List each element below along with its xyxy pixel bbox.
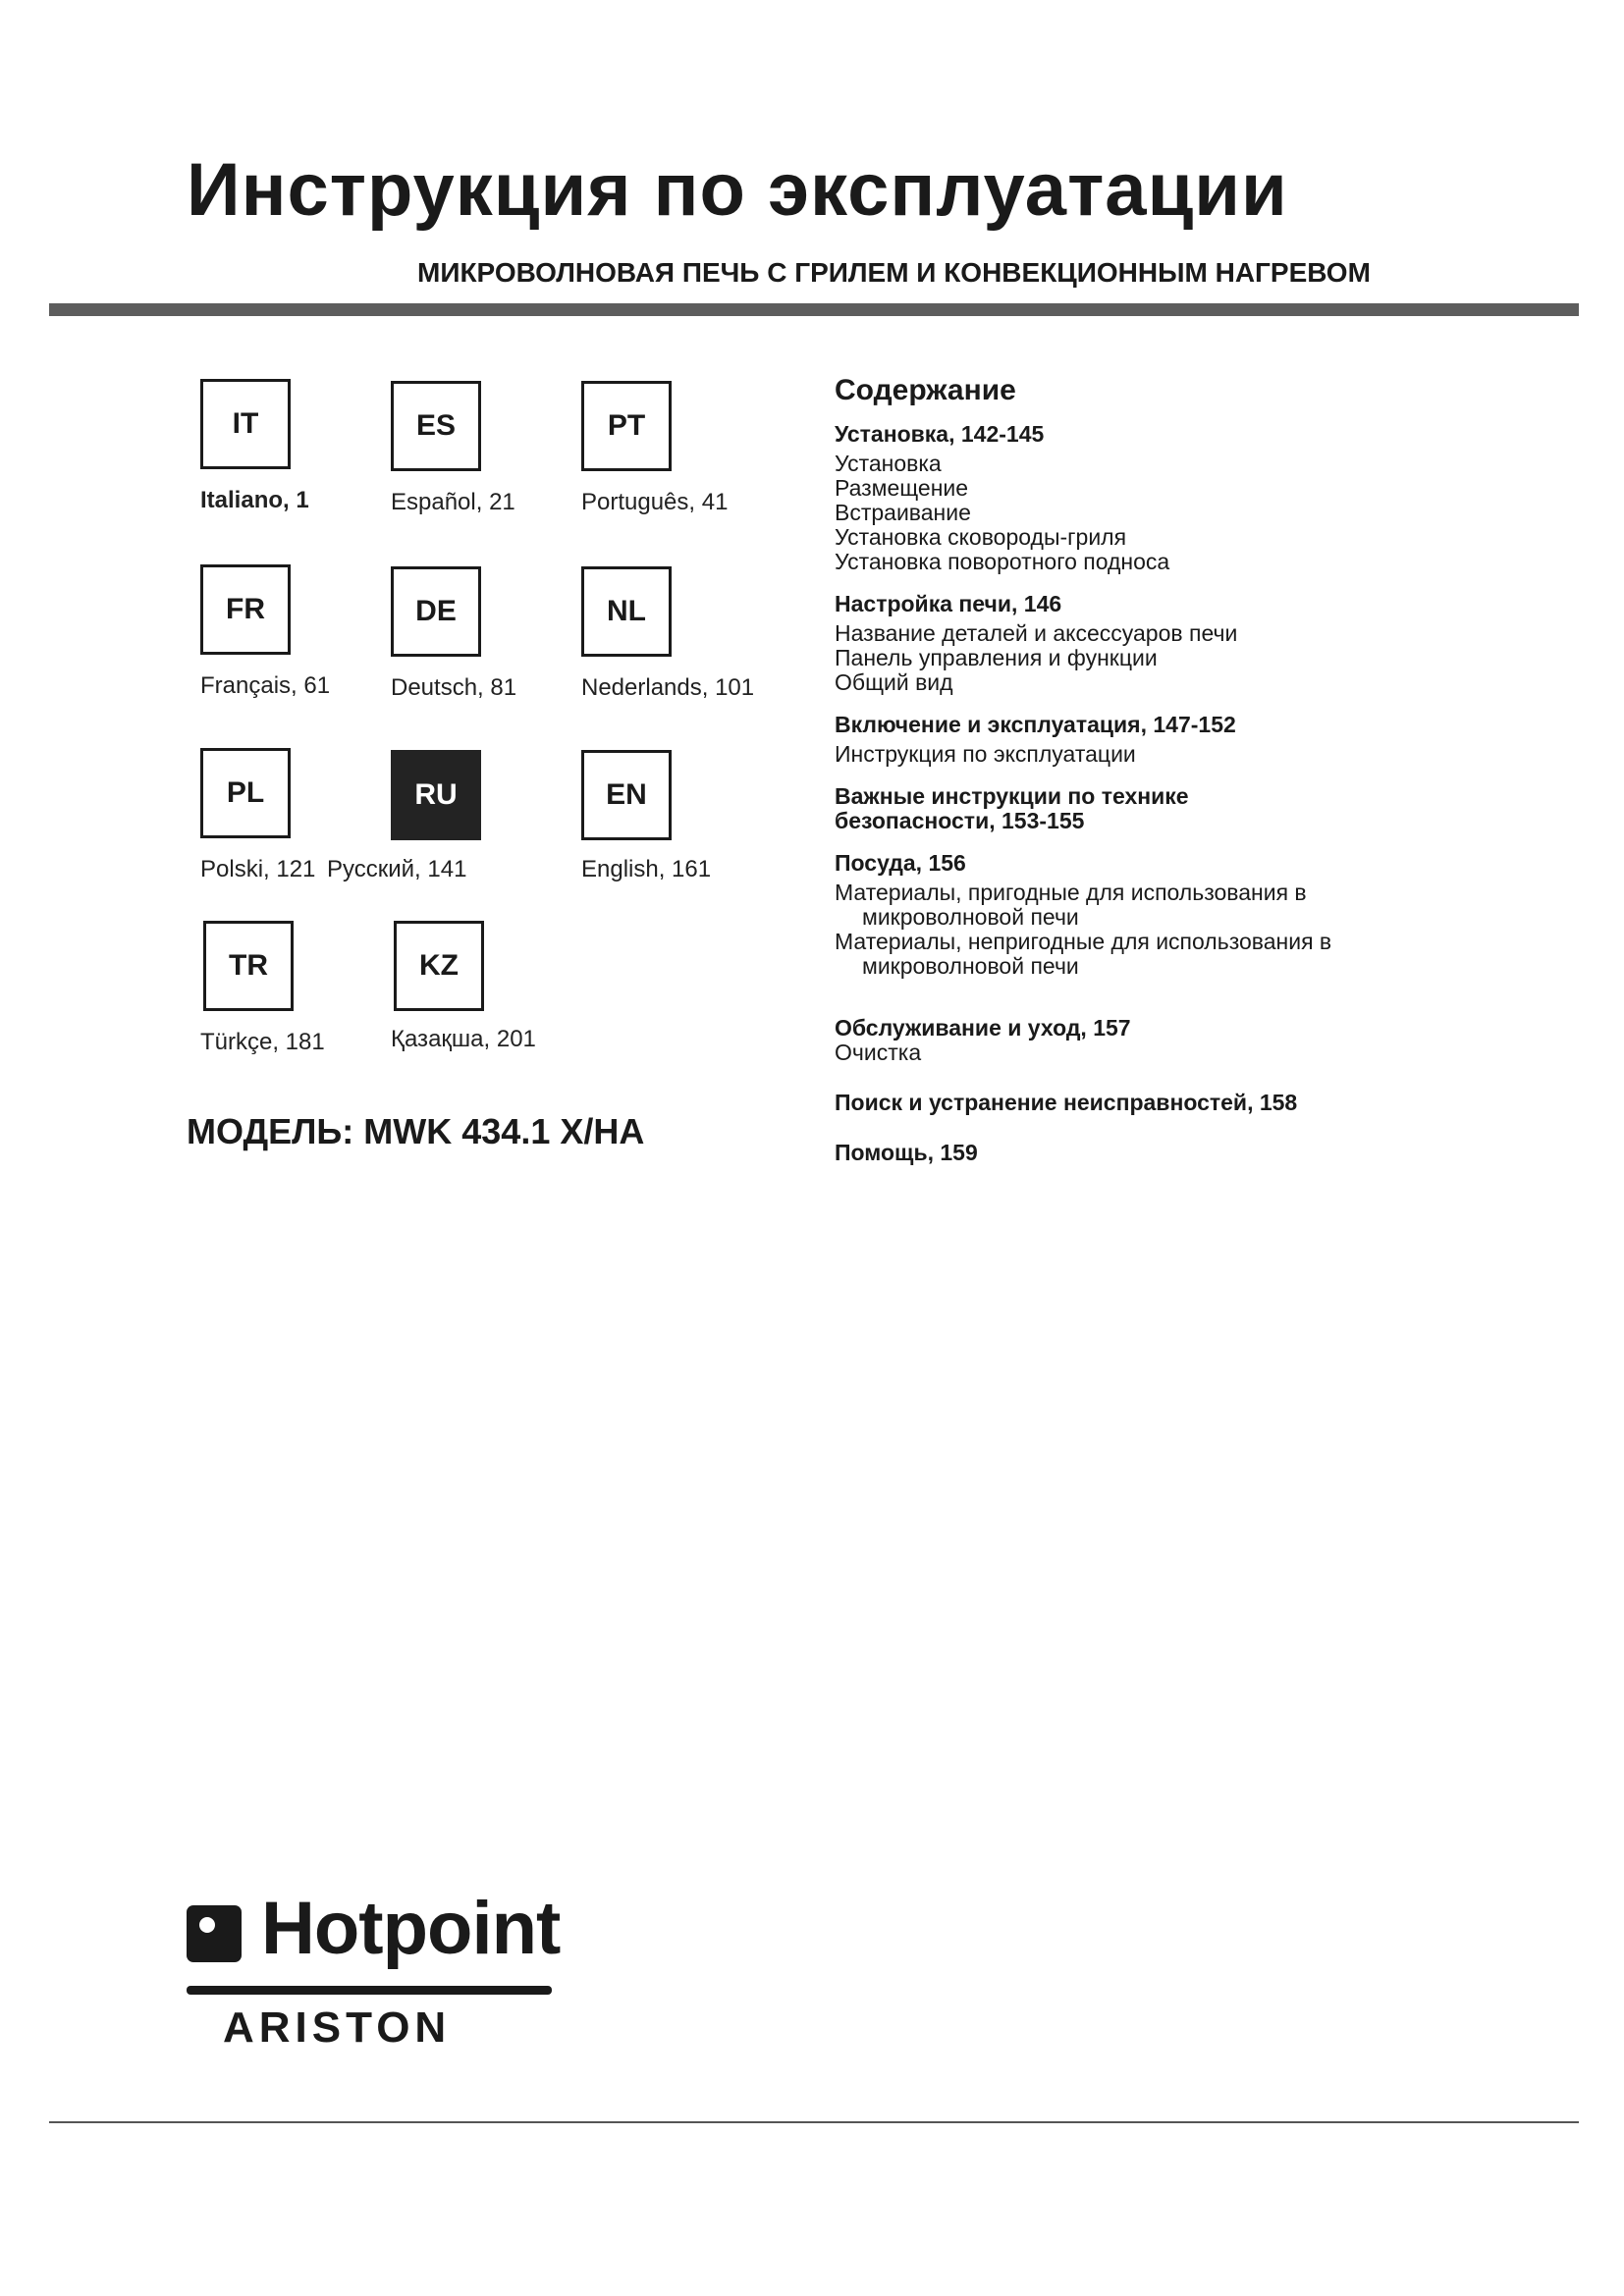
- toc-heading: Содержание: [835, 374, 1016, 406]
- footer-divider: [49, 2121, 1579, 2123]
- language-code-box: KZ: [394, 921, 484, 1011]
- toc-item: Название деталей и аксессуаров печи: [835, 620, 1238, 646]
- language-code-box: PT: [581, 381, 672, 471]
- toc-section: [835, 1141, 1443, 1165]
- language-code-box: DE: [391, 566, 481, 657]
- language-code-box: FR: [200, 564, 291, 655]
- toc-section: [835, 784, 1443, 833]
- language-code-box: PL: [200, 748, 291, 838]
- toc-item: Размещение: [835, 475, 969, 501]
- page-title: Инструкция по эксплуатации: [187, 148, 1288, 232]
- language-code-box: RU: [391, 750, 481, 840]
- toc-section-title[interactable]: Помощь, 159: [835, 1140, 978, 1165]
- language-caption: English, 161: [581, 856, 712, 882]
- toc-item: Установка: [835, 451, 942, 476]
- brand-name: Hotpoint: [261, 1887, 561, 1970]
- model-number: МОДЕЛЬ: MWK 434.1 X/HA: [187, 1111, 645, 1151]
- table-of-contents: [835, 374, 1443, 1183]
- brand-subname: ARISTON: [223, 2003, 452, 2052]
- toc-item: Установка поворотного подноса: [835, 549, 1170, 574]
- language-code-box: ES: [391, 381, 481, 471]
- toc-item: Материалы, непригодные для использования в: [835, 929, 1332, 954]
- language-code-box: TR: [203, 921, 294, 1011]
- toc-item: Очистка: [835, 1040, 922, 1065]
- language-caption: Deutsch, 81: [391, 674, 517, 701]
- language-caption: Italiano, 1: [200, 487, 309, 513]
- language-code-box: NL: [581, 566, 672, 657]
- toc-section: [835, 1091, 1443, 1115]
- toc-item: микроволновой печи: [862, 904, 1079, 930]
- toc-section-title[interactable]: Поиск и устранение неисправностей, 158: [835, 1090, 1298, 1115]
- language-code-box: IT: [200, 379, 291, 469]
- language-caption: Polski, 121: [200, 856, 316, 882]
- toc-section-title[interactable]: Важные инструкции по технике: [835, 783, 1189, 809]
- language-caption: Français, 61: [200, 672, 331, 699]
- toc-section: [835, 592, 1443, 695]
- language-caption: Español, 21: [391, 489, 515, 515]
- language-caption: Português, 41: [581, 489, 729, 515]
- toc-item: Общий вид: [835, 669, 953, 695]
- language-code-box: EN: [581, 750, 672, 840]
- toc-section-title[interactable]: Посуда, 156: [835, 850, 966, 876]
- page-subtitle: МИКРОВОЛНОВАЯ ПЕЧЬ С ГРИЛЕМ И КОНВЕКЦИОННЫМ НАГРЕВОМ: [417, 257, 1371, 288]
- toc-section-title[interactable]: Настройка печи, 146: [835, 591, 1062, 616]
- language-caption: Қазақша, 201: [391, 1026, 536, 1052]
- toc-section: [835, 1016, 1443, 1065]
- toc-item: Инструкция по эксплуатации: [835, 741, 1136, 767]
- language-caption: Nederlands, 101: [581, 674, 755, 701]
- toc-section: [835, 422, 1443, 574]
- toc-section-title[interactable]: безопасности, 153-155: [835, 808, 1085, 833]
- toc-item: Установка сковороды-гриля: [835, 524, 1127, 550]
- toc-section: [835, 851, 1443, 979]
- toc-item: Панель управления и функции: [835, 645, 1158, 670]
- toc-section: [835, 713, 1443, 767]
- language-caption: Русский, 141: [327, 856, 467, 882]
- brand-mark-icon: [187, 1905, 242, 1962]
- hotpoint-ariston-logo: [187, 1887, 561, 2056]
- brand-bar: [187, 1986, 552, 1995]
- toc-item: Встраивание: [835, 500, 971, 525]
- header-divider: [49, 303, 1579, 316]
- toc-section-title[interactable]: Обслуживание и уход, 157: [835, 1015, 1131, 1041]
- toc-item: Материалы, пригодные для использования в: [835, 880, 1307, 905]
- language-caption: Türkçe, 181: [200, 1029, 325, 1055]
- toc-item: микроволновой печи: [862, 953, 1079, 979]
- toc-section-title[interactable]: Включение и эксплуатация, 147-152: [835, 712, 1236, 737]
- toc-section-title[interactable]: Установка, 142-145: [835, 421, 1045, 447]
